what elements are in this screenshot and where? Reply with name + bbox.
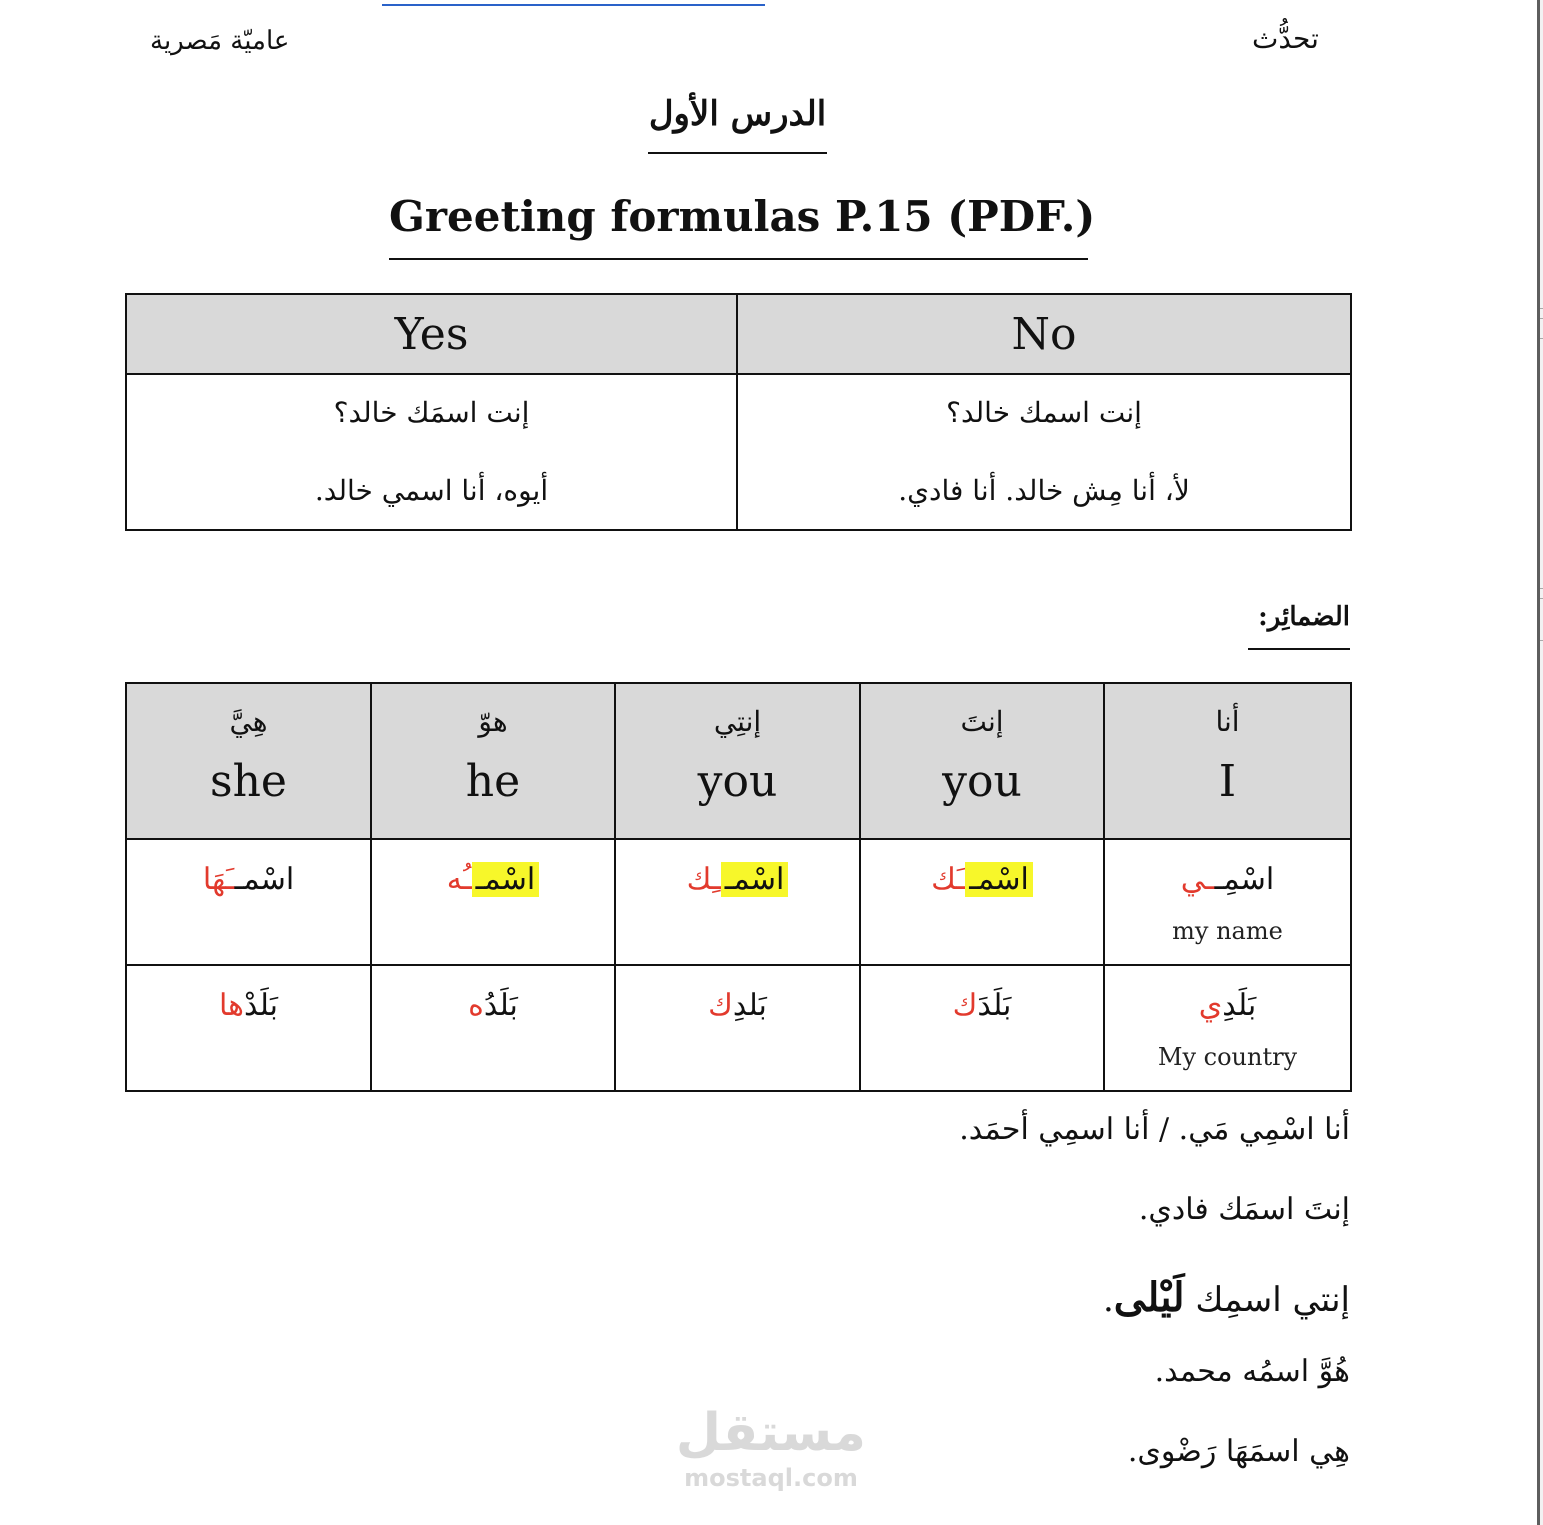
pronoun-english: he — [465, 756, 521, 807]
name-laila: لَيْلى — [1113, 1274, 1185, 1321]
watermark-arabic: مستقل — [675, 1403, 866, 1463]
my-name-cell-3 — [860, 839, 1104, 965]
possessive-name — [1105, 860, 1350, 900]
yes-no-table — [125, 293, 1352, 531]
sentence-enta: إنتَ اسمَك فادي. — [1138, 1192, 1350, 1227]
country-suffix: ك — [708, 988, 733, 1023]
pronoun-english: you — [697, 756, 778, 807]
country-stem: بَلدِ — [732, 988, 767, 1023]
name-gloss: my name — [1172, 917, 1283, 945]
country-suffix: ك — [952, 988, 978, 1023]
lesson-title: الدرس الأول — [648, 94, 827, 154]
pronoun-arabic: إنتَ — [960, 705, 1004, 738]
possessive-country — [861, 986, 1103, 1026]
possessive-name — [616, 860, 859, 900]
pronoun-header-she-0 — [126, 683, 371, 839]
my-country-cell-3 — [860, 965, 1104, 1091]
pronouns-heading: الضمائِر: — [1248, 602, 1350, 650]
name-suffix: ـي — [1180, 862, 1215, 897]
yes-header: Yes — [126, 294, 737, 374]
yes-cell — [126, 374, 737, 530]
my-country-cell-2 — [615, 965, 860, 1091]
country-suffix: ه — [468, 988, 484, 1023]
my-country-cell-1 — [371, 965, 615, 1091]
pronoun-english: you — [942, 756, 1022, 807]
pronouns-table — [125, 682, 1352, 1092]
country-stem: بَلَدُ — [483, 988, 518, 1023]
name-stem: اسْمـ — [472, 862, 540, 897]
no-cell — [737, 374, 1351, 530]
name-suffix: ـَك — [931, 862, 966, 897]
main-title: Greeting formulas P.15 (PDF.) — [389, 192, 1088, 260]
pronoun-header-I-4 — [1104, 683, 1351, 839]
possessive-country — [1105, 986, 1350, 1026]
name-suffix: ـُه — [446, 862, 472, 897]
pronoun-header-you-2 — [615, 683, 860, 839]
sentence-heya: هِي اسمَهَا رَضْوى. — [1127, 1434, 1350, 1469]
top-rule — [382, 4, 765, 6]
name-stem: اسْمِـ — [1214, 862, 1275, 897]
no-header: No — [737, 294, 1351, 374]
pronoun-english: she — [210, 756, 287, 807]
yes-question: إنت اسمَك خالد؟ — [333, 396, 530, 429]
yes-answer: أيوه، أنا اسمي خالد. — [314, 474, 549, 507]
my-country-cell-0 — [126, 965, 371, 1091]
possessive-name — [372, 860, 614, 900]
pronoun-header-he-1 — [371, 683, 615, 839]
pronoun-header-you-3 — [860, 683, 1104, 839]
my-name-cell-4 — [1104, 839, 1351, 965]
my-name-cell-2 — [615, 839, 860, 965]
possessive-name — [127, 860, 370, 900]
sentence-ana: أنا اسْمِي مَي. / أنا اسمِي أحمَد. — [959, 1112, 1350, 1147]
name-stem: اسْمـ — [721, 862, 789, 897]
country-stem: بَلَدِ — [1222, 988, 1257, 1023]
pronoun-arabic: هِيَّ — [229, 705, 268, 738]
pronoun-arabic: هوّ — [478, 705, 508, 738]
country-stem: بَلَدَ — [977, 988, 1012, 1023]
possessive-name — [861, 860, 1103, 900]
watermark-latin: mostaql.com — [684, 1464, 858, 1492]
country-stem: بَلَدْ — [243, 988, 278, 1023]
country-suffix: ي — [1198, 988, 1223, 1023]
header-skill-label: تحدُّث — [1252, 22, 1319, 55]
my-country-cell-4 — [1104, 965, 1351, 1091]
possessive-country — [127, 986, 370, 1026]
possessive-country — [616, 986, 859, 1026]
possessive-country — [372, 986, 614, 1026]
name-stem: اسْمـ — [234, 862, 295, 897]
country-suffix: ها — [219, 988, 244, 1023]
watermark-logo — [676, 1402, 866, 1498]
no-question: إنت اسمك خالد؟ — [946, 396, 1142, 429]
my-name-cell-0 — [126, 839, 371, 965]
sentence-enti: إنتي اسمِك لَيْلى. — [1102, 1274, 1350, 1321]
name-suffix: ـَهَا — [202, 862, 235, 897]
name-suffix: ـِك — [686, 862, 721, 897]
my-name-cell-1 — [371, 839, 615, 965]
pronoun-arabic: إنتِي — [713, 705, 762, 738]
no-answer: لأ، أنا مِش خالد. أنا فادي. — [898, 474, 1190, 507]
sentence-howa: هُوَّ اسمُه محمد. — [1154, 1354, 1350, 1389]
header-dialect-label: عاميّة مَصرية — [150, 26, 290, 56]
country-gloss: My country — [1157, 1043, 1298, 1071]
pronoun-english: I — [1218, 756, 1237, 807]
pronoun-arabic: أنا — [1215, 705, 1240, 738]
name-stem: اسْمـ — [965, 862, 1033, 897]
